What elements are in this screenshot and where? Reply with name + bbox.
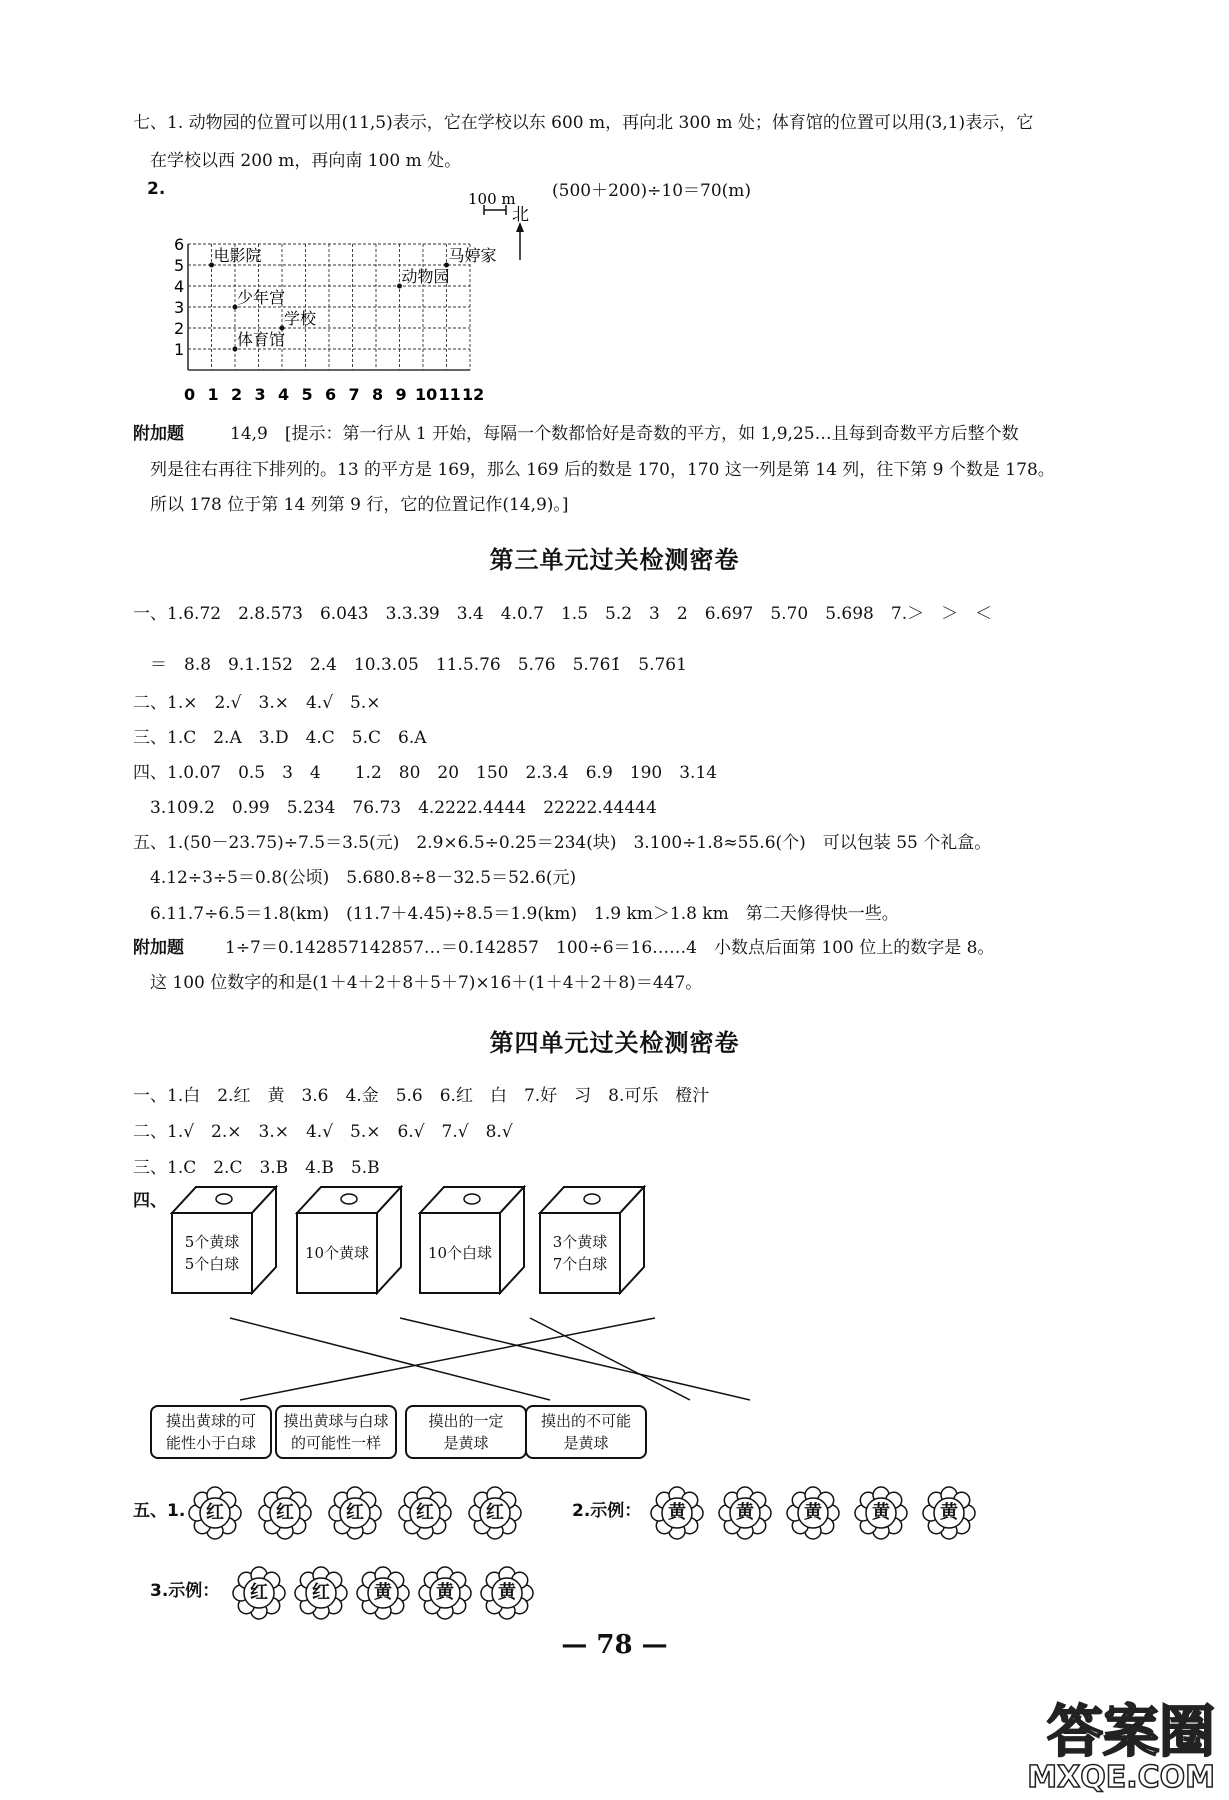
answer-box <box>150 1405 272 1459</box>
unit4-s3: 三、1.C 2.C 3.B 4.B 5.B <box>133 1158 380 1178</box>
x-tick-label: 8 <box>372 385 384 404</box>
grid-point-label: 学校 <box>284 309 317 328</box>
answer-line: 能性小于白球 <box>165 1434 256 1452</box>
extra-line2: 列是往右再往下排列的。13 的平方是 169，那么 169 后的数是 170，170 这一列是第 14 列，往下第 9 个数是 178。 <box>150 460 1055 480</box>
unit3-extra-a: 1÷7＝0.142857142857…＝0.1̇42857̇ 100÷6＝16……4 小数点后面第 100 位上的数字是 8。 <box>225 938 995 958</box>
flower <box>356 1566 410 1620</box>
answer-line: 是黄球 <box>443 1434 489 1452</box>
north-label: 北 <box>512 205 529 225</box>
sec7-line2: 在学校以西 200 m，再向南 100 m 处。 <box>150 151 462 171</box>
box-label-line: 7个白球 <box>552 1255 608 1273</box>
flower-text: 红 <box>346 1502 364 1523</box>
x-tick-label: 7 <box>348 385 360 404</box>
sec7-q2: 2. <box>147 179 166 199</box>
x-tick-label: 12 <box>462 385 485 404</box>
unit3-s5c: 6.11.7÷6.5＝1.8(km) (11.7＋4.45)÷8.5＝1.9(km) 1.9 km＞1.8 km 第二天修得快一些。 <box>150 904 899 924</box>
flower <box>188 1486 242 1540</box>
flower <box>232 1566 286 1620</box>
box-label-line: 5个白球 <box>184 1255 240 1273</box>
flower <box>480 1566 534 1620</box>
flower <box>398 1486 452 1540</box>
x-tick-label: 6 <box>325 385 337 404</box>
unit3-s5b: 4.12÷3÷5＝0.8(公顷) 5.680.8÷8－32.5＝52.6(元) <box>150 868 577 888</box>
box-label <box>297 1242 377 1264</box>
sec7-formula: (500＋200)÷10＝70(m) <box>552 181 752 201</box>
flower-text: 红 <box>276 1502 294 1523</box>
flower-text: 红 <box>416 1502 434 1523</box>
matching-lines <box>0 1300 1229 1410</box>
extra-line1: 14,9 [提示：第一行从 1 开始，每隔一个数都恰好是奇数的平方，如 1,9,25…且每到奇数平方后整个数 <box>230 424 1019 444</box>
flower-text: 黄 <box>940 1502 958 1523</box>
answer-box <box>275 1405 397 1459</box>
page-number: — 78 — <box>561 1630 668 1660</box>
x-tick-label: 11 <box>438 385 461 404</box>
answer-line: 摸出黄球与白球 <box>283 1412 389 1430</box>
answer-line: 是黄球 <box>563 1434 609 1452</box>
flower <box>854 1486 908 1540</box>
answer-box <box>405 1405 527 1459</box>
answer-line: 摸出的一定 <box>428 1412 504 1430</box>
flower-text: 黄 <box>736 1502 754 1523</box>
flower <box>786 1486 840 1540</box>
unit3-s1b: ＝ 8.8 9.1.152 2.4 10.3.05 11.5.7̇6̇ 5.76 5.76̇1̇ 5.761 <box>150 655 687 675</box>
box-label-line: 10个黄球 <box>304 1244 370 1262</box>
flower <box>922 1486 976 1540</box>
extra-line3: 所以 178 位于第 14 列第 9 行，它的位置记作(14,9)。] <box>150 495 569 515</box>
ball-box <box>538 1185 648 1295</box>
ball-box <box>295 1185 405 1295</box>
box-label <box>172 1231 252 1275</box>
unit3-s3: 三、1.C 2.A 3.D 4.C 5.C 6.A <box>133 728 427 748</box>
box-label <box>420 1242 500 1264</box>
box-outline <box>295 1185 405 1295</box>
ball-box <box>418 1185 528 1295</box>
unit3-extra-b: 这 100 位数字的和是(1＋4＋2＋8＋5＋7)×16＋(1＋4＋2＋8)＝447。 <box>150 973 703 993</box>
flower-text: 红 <box>250 1582 268 1603</box>
unit3-title: 第三单元过关检测密卷 <box>489 546 740 574</box>
x-tick-label: 10 <box>415 385 438 404</box>
match-line <box>530 1318 690 1400</box>
y-tick-label: 4 <box>174 277 185 296</box>
flower-text: 黄 <box>374 1582 392 1603</box>
box-label-line: 10个白球 <box>427 1244 493 1262</box>
flower <box>258 1486 312 1540</box>
x-tick-label: 9 <box>395 385 407 404</box>
x-tick-label: 2 <box>231 385 243 404</box>
grid-point-label: 电影院 <box>213 246 262 265</box>
box-label-line: 5个黄球 <box>184 1233 240 1251</box>
flower-text: 黄 <box>668 1502 686 1523</box>
unit4-s5-3: 3.示例： <box>150 1581 220 1601</box>
box-outline <box>418 1185 528 1295</box>
unit3-s4b: 3.109.2 0.99 5.234 76.73 4.2222.4444 22222.44444 <box>150 798 657 818</box>
watermark <box>1027 1700 1215 1795</box>
flower-text: 红 <box>486 1502 504 1523</box>
flower-text: 黄 <box>872 1502 890 1523</box>
unit4-title: 第四单元过关检测密卷 <box>489 1029 740 1057</box>
north-arrow <box>512 205 529 260</box>
flower-text: 红 <box>312 1582 330 1603</box>
x-tick-label: 3 <box>254 385 266 404</box>
unit3-s1a: 一、1.6.72 2.8.5̇73̇ 6.04̇3̇ 3.3.39 3.4 4.0.7 1.5 5.2 3 2 6.697 5.70 5.698 7.＞ ＞ ＜ <box>133 604 993 624</box>
answer-line: 摸出黄球的可 <box>165 1412 256 1430</box>
x-tick-label: 1 <box>207 385 219 404</box>
x-tick-label: 0 <box>184 385 196 404</box>
watermark-text: 答案圈 <box>1047 1700 1215 1765</box>
grid-point-label: 体育馆 <box>237 330 286 349</box>
flower <box>718 1486 772 1540</box>
flower <box>328 1486 382 1540</box>
box-label <box>540 1231 620 1275</box>
unit4-s1: 一、1.白 2.红 黄 3.6 4.金 5.6 6.红 白 7.好 习 8.可乐 橙汁 <box>133 1086 710 1106</box>
y-tick-label: 6 <box>174 235 185 254</box>
match-line <box>230 1318 550 1400</box>
unit4-s4: 四、 <box>133 1191 167 1211</box>
flower-text: 黄 <box>498 1582 516 1603</box>
grid-point-label: 少年宫 <box>237 288 286 307</box>
flower <box>468 1486 522 1540</box>
extra-label-2: 附加题 <box>133 938 184 958</box>
y-tick-label: 3 <box>174 298 185 317</box>
y-tick-label: 5 <box>174 256 185 275</box>
x-tick-label: 5 <box>301 385 313 404</box>
flower <box>650 1486 704 1540</box>
flower-text: 红 <box>206 1502 224 1523</box>
match-line <box>240 1318 655 1400</box>
answer-box <box>525 1405 647 1459</box>
answer-line: 摸出的不可能 <box>540 1412 631 1430</box>
unit4-s5-2: 2.示例： <box>572 1501 642 1521</box>
y-tick-label: 2 <box>174 319 185 338</box>
flower-text: 黄 <box>804 1502 822 1523</box>
unit3-s5a: 五、1.(50－23.75)÷7.5＝3.5(元) 2.9×6.5÷0.25＝234(块) 3.100÷1.8≈55.6(个) 可以包装 55 个礼盒。 <box>133 833 992 853</box>
y-tick-label: 1 <box>174 340 185 359</box>
flower <box>294 1566 348 1620</box>
grid-point-label: 马婷家 <box>448 246 497 265</box>
unit3-s4a: 四、1.0.07 0.5 3 4 1.2 80 20 150 2.3.4 6.9 190 3.14 <box>133 763 718 783</box>
match-line <box>400 1318 750 1400</box>
scale-label: 100 m <box>468 190 516 208</box>
unit4-s2: 二、1.√ 2.× 3.× 4.√ 5.× 6.√ 7.√ 8.√ <box>133 1122 513 1142</box>
grid-point-label: 动物园 <box>401 267 450 286</box>
unit3-s2: 二、1.× 2.√ 3.× 4.√ 5.× <box>133 693 381 713</box>
coordinate-grid <box>150 190 540 410</box>
box-label-line: 3个黄球 <box>552 1233 608 1251</box>
flower-text: 黄 <box>436 1582 454 1603</box>
extra-label-1: 附加题 <box>133 424 184 444</box>
x-tick-label: 4 <box>278 385 290 404</box>
unit4-s5: 五、1. <box>133 1501 186 1521</box>
ball-box <box>170 1185 280 1295</box>
sec7-line1: 七、1. 动物园的位置可以用(11,5)表示，它在学校以东 600 m，再向北 300 m 处；体育馆的位置可以用(3,1)表示，它 <box>133 113 1034 133</box>
flower <box>418 1566 472 1620</box>
answer-line: 的可能性一样 <box>290 1434 381 1452</box>
watermark-url: MXQE.COM <box>1027 1760 1215 1795</box>
scale-bar <box>468 190 516 215</box>
